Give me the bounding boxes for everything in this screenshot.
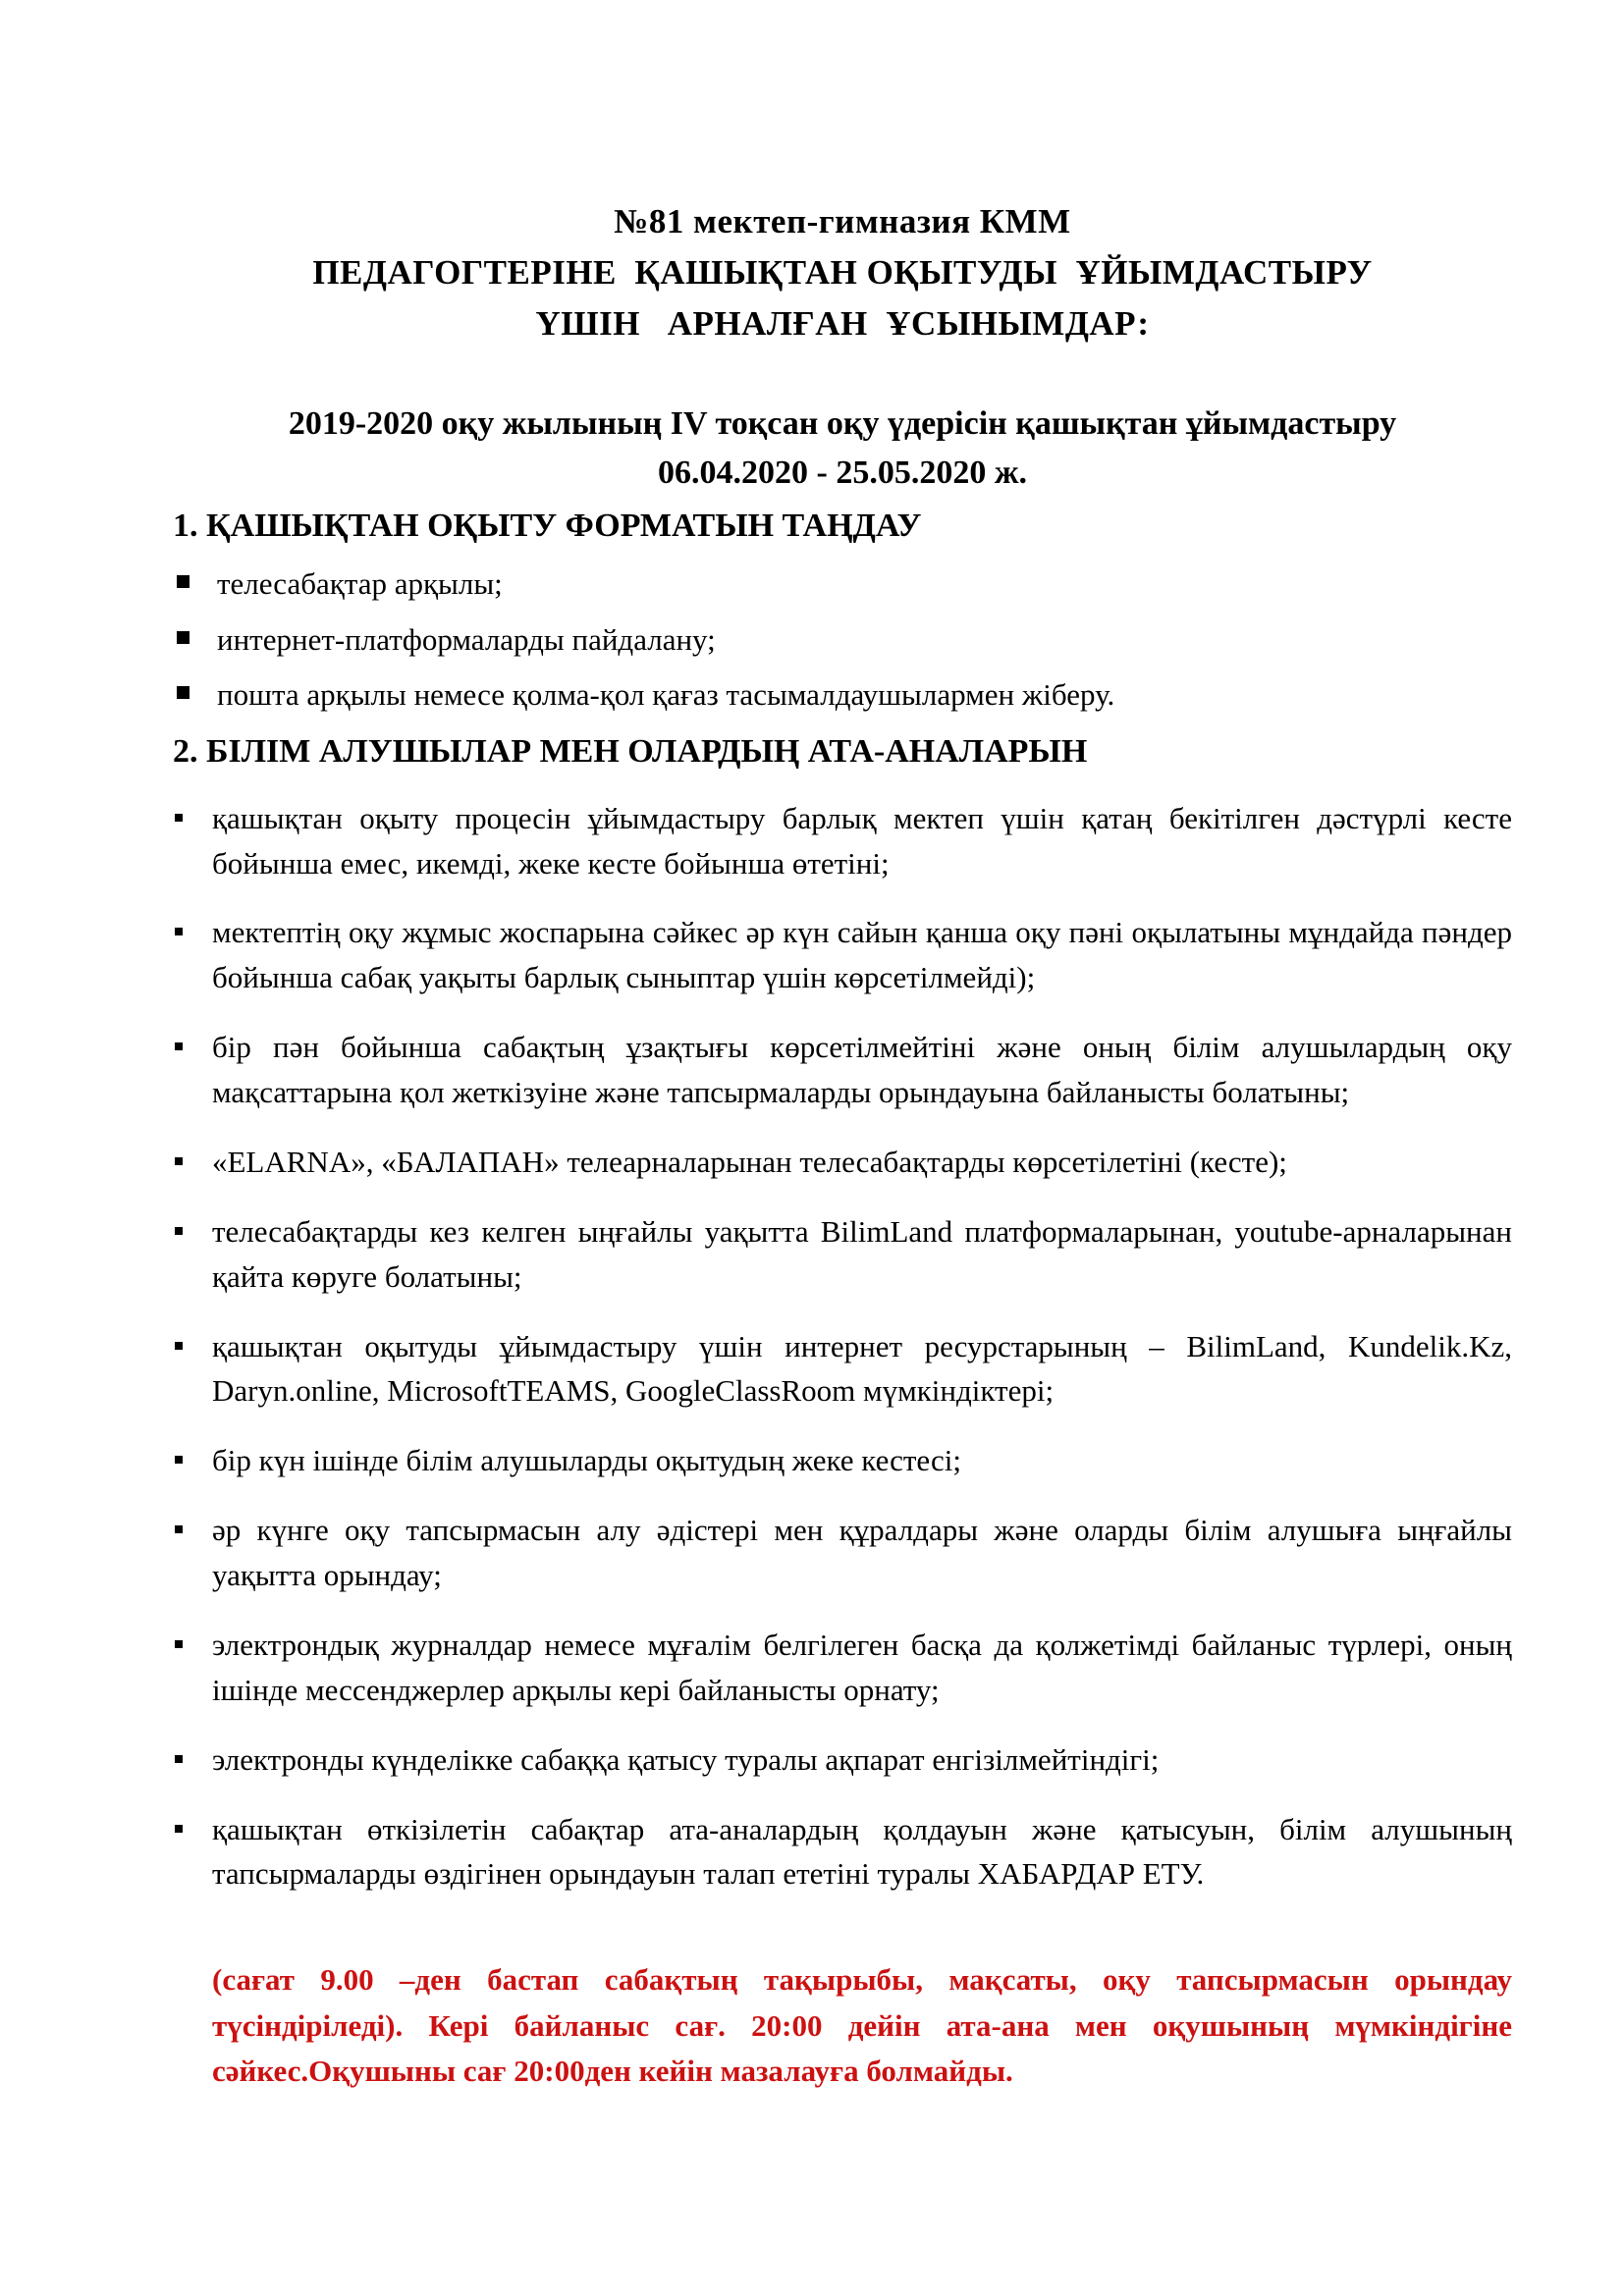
document-title-line: №81 мектеп-гимназия КММ (614, 202, 1071, 240)
small-square-bullet-icon (175, 1825, 183, 1833)
bullet-text: әр күнге оқу тапсырмасын алу әдістері мен құралдары және оларды білім алушыға ыңғайлы уақытта орындау; (212, 1513, 1512, 1593)
section2-bullet-item (173, 1807, 1512, 1897)
document-title-line: ПЕДАГОГТЕРІНЕ ҚАШЫҚТАН ОҚЫТУДЫ ҰЙЫМДАСТЫРУ (312, 252, 1373, 292)
section2-bullet-item (173, 1324, 1512, 1415)
bullet-text: телесабақтарды кез келген ыңғайлы уақытта BilimLand платформаларынан, youtube-арналарынан қайта көруге болатыны; (212, 1213, 1512, 1294)
small-square-bullet-icon (175, 1157, 183, 1165)
section1-bullet-list (173, 562, 1512, 716)
small-square-bullet-icon (175, 1456, 183, 1464)
square-bullet-icon (177, 631, 189, 644)
section1-heading: 1. ҚАШЫҚТАН ОҚЫТУ ФОРМАТЫН ТАҢДАУ (173, 507, 922, 544)
document-title-block (173, 196, 1512, 348)
section1-bullet-item (173, 673, 1512, 716)
red-note-paragraph: (сағат 9.00 –ден бастап сабақтың тақырыбы, мақсаты, оқу тапсырмасын орындау түсіндіріледі). Кері байланыс сағ. 20:00 дейін ата-ана мен оқушының мүмкіндігіне сәйкес.Оқушыны сағ 20:00ден кейін мазалауға болмайды. (212, 1962, 1512, 2089)
small-square-bullet-icon (175, 928, 183, 935)
bullet-text: бір күн ішінде білім алушыларды оқытудың жеке кестесі; (212, 1443, 961, 1478)
bullet-text: қашықтан оқыту процесін ұйымдастыру барлық мектеп үшін қатаң бекітілген дәстүрлі кесте бойынша емес, икемді, жеке кесте бойынша өтетіні; (212, 800, 1512, 881)
bullet-text: электронды күнделікке сабаққа қатысу туралы ақпарат енгізілмейтіндігі; (212, 1741, 1160, 1777)
small-square-bullet-icon (175, 1755, 183, 1763)
section2-bullet-item (173, 1623, 1512, 1713)
square-bullet-icon (177, 686, 189, 699)
section1-bullet-item (173, 618, 1512, 661)
section2-bullet-list (173, 796, 1512, 1897)
document-title-line: ҮШІН АРНАЛҒАН ҰСЫНЫМДАР: (535, 303, 1150, 343)
bullet-text: қашықтан өткізілетін сабақтар ата-аналардың қолдауын және қатысуын, білім алушының тапсырмаларды өздігінен орындауын талап ететіні туралы ХАБАРДАР ЕТУ. (212, 1811, 1512, 1892)
section2-bullet-item (173, 796, 1512, 886)
bullet-text: интернет-платформаларды пайдалану; (217, 621, 716, 657)
section2-bullet-item (173, 1438, 1512, 1483)
bullet-text: бір пән бойынша сабақтың ұзақтығы көрсетілмейтіні және оның білім алушылардың оқу мақсаттарына қол жеткізуіне және тапсырмаларды орындауына байланысты болатыны; (212, 1030, 1512, 1110)
square-bullet-icon (177, 575, 189, 588)
small-square-bullet-icon (175, 1525, 183, 1533)
section2-heading: 2. БІЛІМ АЛУШЫЛАР МЕН ОЛАРДЫҢ АТА-АНАЛАРЫН (173, 733, 1088, 771)
bullet-text: электрондық журналдар немесе мұғалім белгілеген басқа да қолжетімді байланыс түрлері, оның ішінде мессенджерлер арқылы кері байланысты орнату; (212, 1627, 1512, 1707)
section2-bullet-item (173, 1508, 1512, 1598)
small-square-bullet-icon (175, 814, 183, 822)
small-square-bullet-icon (175, 1042, 183, 1050)
small-square-bullet-icon (175, 1342, 183, 1350)
document-subtitle-block (173, 400, 1512, 497)
section2-bullet-item (173, 1209, 1512, 1300)
small-square-bullet-icon (175, 1227, 183, 1235)
document-subtitle-line: 2019-2020 оқу жылының IV тоқсан оқу үдерісін қашықтан ұйымдастыру (288, 405, 1397, 443)
small-square-bullet-icon (175, 1640, 183, 1648)
bullet-text: қашықтан оқытуды ұйымдастыру үшін интернет ресурстарының – BilimLand, Kundelik.Kz, Daryn.online, MicrosoftTEAMS, GoogleClassRoom мүмкіндіктері; (212, 1328, 1512, 1409)
section2-bullet-item (173, 910, 1512, 1000)
bullet-text: «ELARNA», «БАЛАПАН» телеарналарынан телесабақтарды көрсетілетіні (кесте); (212, 1144, 1287, 1179)
bullet-text: пошта арқылы немесе қолма-қол қағаз тасымалдаушылармен жіберу. (217, 677, 1115, 713)
section2-bullet-item (173, 1737, 1512, 1783)
bullet-text: мектептің оқу жұмыс жоспарына сәйкес әр күн сайын қанша оқу пәні оқылатыны мұндайда пәндер бойынша сабақ уақыты барлық сыныптар үшін көрсетілмейді); (212, 915, 1512, 995)
section2-bullet-item (173, 1025, 1512, 1115)
section1-bullet-item (173, 562, 1512, 605)
document-subtitle-line: 06.04.2020 - 25.05.2020 ж. (658, 454, 1027, 491)
section2-bullet-item (173, 1140, 1512, 1185)
bullet-text: телесабақтар арқылы; (217, 566, 503, 602)
